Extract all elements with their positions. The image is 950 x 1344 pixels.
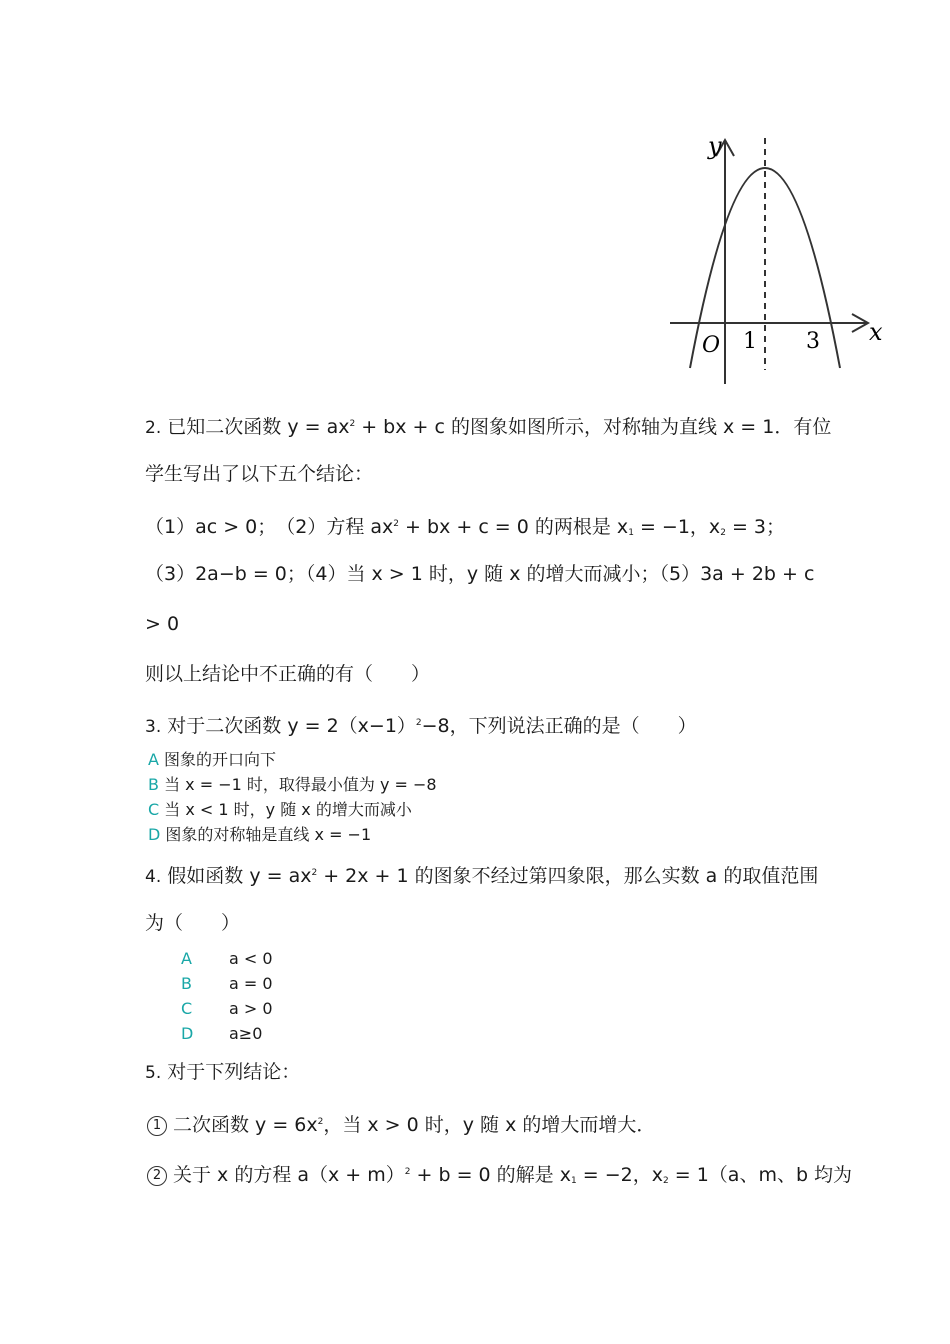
q3-number: 3. [145,717,162,737]
y-axis-label: y [708,132,722,160]
q4-option-a[interactable]: A a < 0 [181,949,273,968]
q5-stem: 5. 对于下列结论： [145,1061,301,1083]
q2-line-6: 则以上结论中不正确的有（ ） [145,663,431,685]
q2-line-5: > 0 [145,613,180,635]
q3-option-c[interactable]: C 当 x < 1 时，y 随 x 的增大而减小 [148,800,412,819]
q4-stem-line-2: 为（ ） [145,912,241,934]
q4-option-c[interactable]: C a > 0 [181,999,273,1018]
parabola-graph [664,128,886,388]
q4-option-b[interactable]: B a = 0 [181,974,273,993]
x-axis-label: x [869,318,883,346]
q4-stem-line-1: 4. 假如函数 $y = ax^2 + 2x + 1$ 的图象不经过第四象限，那么实数 a 的取值范围 [145,865,819,887]
q3-stem: 3. 对于二次函数 $y = 2(x-1)^2-8$，下列说法正确的是（ ） [145,715,697,737]
q2-line-4: （3）2a−b = 0；（4）当 x > 1 时，y 随 x 的增大而减小；（5）3a + 2b + c [145,563,815,585]
q4-option-d[interactable]: D a≥0 [181,1024,263,1043]
circled-number-2: 2 [147,1166,167,1186]
q3-option-b[interactable]: B 当 x = −1 时，取得最小值为 y = −8 [148,775,437,794]
q3-option-d[interactable]: D 图象的对称轴是直线 x = −1 [148,825,372,844]
origin-label: O [702,333,721,358]
circled-number-1: 1 [147,1116,167,1136]
q2-line-1: 2. 已知二次函数 $y = ax^2$ + bx + c 的图象如图所示，对称轴为直线 x = 1．有位 [145,416,832,438]
q2-line-2: 学生写出了以下五个结论： [145,463,374,485]
q2-number: 2. [145,418,162,438]
q5-item-1: 1 二次函数 $y = 6x^2$，当 x > 0 时，y 随 x 的增大而增大． [147,1109,655,1138]
tick-label-3: 3 [806,329,820,354]
q4-number: 4. [145,867,162,887]
q5-number: 5. [145,1063,162,1083]
tick-label-1: 1 [743,329,757,354]
q3-option-a[interactable]: A 图象的开口向下 [148,750,277,769]
q5-item-2: 2 关于 x 的方程 $a(x + m)^2 + b = 0$ 的解是 $x_1 = -2$，$x_2 = 1(a$、m、b 均为 [147,1159,852,1194]
q2-line-3: （1）ac > 0； （2）方程 $ax^2$ + bx + c = 0 的两根是 $x_1 = -1$，$x_2 = 3$； [145,516,786,538]
